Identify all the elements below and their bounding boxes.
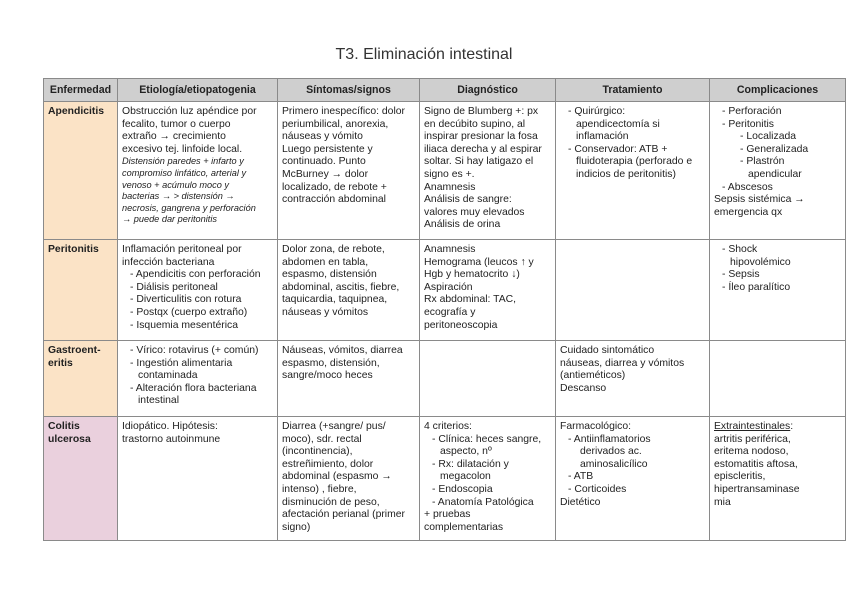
cell-etiologia-apendicitis bbox=[118, 102, 278, 240]
text-line: Dietético bbox=[560, 496, 601, 508]
text-line: sangre/moco heces bbox=[282, 370, 373, 382]
text-line: hipertransaminase bbox=[714, 483, 800, 495]
list-item: - Isquemia mesentérica bbox=[130, 319, 238, 331]
text-line: Primero inespecífico: dolor bbox=[282, 106, 406, 117]
cell-tratamiento-gastroenteritis bbox=[556, 341, 710, 417]
text-line: Luego persistente y bbox=[282, 143, 373, 155]
italic-line: bacterias → > distensión → bbox=[122, 191, 235, 202]
text-line: (antieméticos) bbox=[560, 370, 626, 382]
cell-complicaciones-colitis bbox=[710, 417, 846, 541]
list-item-cont: aminosalicílico bbox=[580, 458, 648, 470]
sub-list-item-cont: apendicular bbox=[748, 168, 802, 180]
text-line: McBurney → dolor bbox=[282, 168, 369, 180]
list-item: - Quirúrgico: bbox=[568, 106, 626, 117]
list-item: - Peritonitis bbox=[722, 118, 774, 130]
header-tratamiento: Tratamiento bbox=[556, 79, 710, 102]
text-line: abdominal, ascitis, fiebre, bbox=[282, 281, 400, 293]
header-etiologia: Etiología/etiopatogenia bbox=[118, 79, 278, 102]
summary-table bbox=[43, 78, 846, 541]
sub-list-item: - Localizada bbox=[740, 131, 797, 143]
sub-list-item: - Generalizada bbox=[740, 143, 809, 155]
text-line: 4 criterios: bbox=[424, 421, 472, 432]
text-line: localizado, de rebote + bbox=[282, 181, 387, 193]
table-row-gastroenteritis bbox=[44, 341, 846, 417]
italic-line: → puede dar peritonitis bbox=[122, 214, 217, 225]
text-line: espasmo, distensión, bbox=[282, 357, 380, 369]
text-line: Náuseas, vómitos, diarrea bbox=[282, 345, 403, 356]
text-line: infección bacteriana bbox=[122, 256, 215, 268]
list-item-cont: intestinal bbox=[138, 395, 180, 407]
text-line: estreñimiento, dolor bbox=[282, 458, 374, 470]
italic-line: necrosis, gangrena y perforación bbox=[122, 202, 256, 213]
disease-name-line: Gastroent- bbox=[48, 345, 101, 356]
text-line: complementarias bbox=[424, 521, 504, 533]
text-line: Idiopático. Hipótesis: bbox=[122, 421, 218, 432]
italic-line: Distensión paredes + infarto y bbox=[122, 156, 244, 167]
text-line: náuseas, diarrea y vómitos bbox=[560, 357, 685, 369]
text-line: Sepsis sistémica → bbox=[714, 194, 805, 206]
header-sintomas: Síntomas/signos bbox=[278, 79, 420, 102]
list-item-cont: inflamación bbox=[576, 131, 629, 143]
disease-name-line: eritis bbox=[48, 357, 73, 369]
text-line: abdomen en tabla, bbox=[282, 256, 369, 268]
table-row-peritonitis bbox=[44, 240, 846, 341]
italic-line: compromiso linfático, arterial y bbox=[122, 167, 247, 178]
list-item-cont: fluidoterapia (perforado e bbox=[576, 156, 693, 168]
header-enfermedad: Enfermedad bbox=[44, 79, 118, 102]
cell-etiologia-peritonitis bbox=[118, 240, 278, 341]
text-line: taquicardia, taquipnea, bbox=[282, 294, 388, 306]
list-item: - Clínica: heces sangre, bbox=[432, 433, 542, 445]
list-item: - Diverticulitis con rotura bbox=[130, 294, 242, 306]
text-line: moco), sdr. rectal bbox=[282, 433, 362, 445]
text-line: fecalito, tumor o cuerpo bbox=[122, 118, 231, 130]
text-line: Diarrea (+sangre/ pus/ bbox=[282, 421, 386, 432]
list-item-cont: aspecto, nº bbox=[440, 446, 492, 458]
text-line: ecografía y bbox=[424, 306, 476, 318]
extraintestinal-heading bbox=[714, 421, 841, 434]
text-line: inspirar presionar la fosa bbox=[424, 131, 538, 143]
list-item: - Endoscopia bbox=[432, 483, 493, 495]
text-line: trastorno autoinmune bbox=[122, 433, 221, 445]
header-complicaciones: Complicaciones bbox=[710, 79, 846, 102]
text-line: excesivo tej. linfoide local. bbox=[122, 143, 243, 155]
list-item: - Shock bbox=[722, 244, 758, 255]
text-line: espasmo, distensión bbox=[282, 269, 377, 281]
list-item: - Sepsis bbox=[722, 269, 760, 281]
list-item: - Postqx (cuerpo extraño) bbox=[130, 306, 248, 318]
text-line: afectación perianal (primer bbox=[282, 509, 406, 521]
text-line: náuseas y vómito bbox=[282, 131, 363, 143]
text-line: Análisis de orina bbox=[424, 219, 501, 231]
header-row bbox=[44, 79, 846, 102]
text-line: Dolor zona, de rebote, bbox=[282, 244, 385, 255]
list-item: - Vírico: rotavirus (+ común) bbox=[130, 345, 259, 356]
list-item: - ATB bbox=[568, 471, 594, 483]
text-line: Cuidado sintomático bbox=[560, 345, 655, 356]
cell-sintomas-apendicitis bbox=[278, 102, 420, 240]
text-line: + pruebas bbox=[424, 509, 471, 521]
text-line: Inflamación peritoneal por bbox=[122, 244, 242, 255]
text-line: Obstrucción luz apéndice por bbox=[122, 106, 257, 117]
list-item-cont: apendicectomía si bbox=[576, 118, 660, 130]
table-row-colitis bbox=[44, 417, 846, 541]
text-line: Hemograma (leucos ↑ y bbox=[424, 256, 534, 268]
text-line: emergencia qx bbox=[714, 206, 783, 218]
list-item: - Diálisis peritoneal bbox=[130, 281, 218, 293]
list-item: - Íleo paralítico bbox=[722, 281, 791, 293]
cell-diagnostico-peritonitis bbox=[420, 240, 556, 341]
text-line: periumbilical, anorexia, bbox=[282, 118, 389, 130]
list-item-cont: derivados ac. bbox=[580, 446, 642, 458]
cell-complicaciones-gastroenteritis bbox=[710, 341, 846, 417]
text-line: valores muy elevados bbox=[424, 206, 525, 218]
text-line: Rx abdominal: TAC, bbox=[424, 294, 517, 306]
cell-etiologia-gastroenteritis bbox=[118, 341, 278, 417]
list-item-cont: hipovolémico bbox=[730, 256, 791, 268]
text-line: signo es +. bbox=[424, 168, 475, 180]
text-line: Anamnesis bbox=[424, 244, 476, 255]
list-item: - Apendicitis con perforación bbox=[130, 269, 261, 281]
text-line: artritis periférica, bbox=[714, 433, 791, 445]
page-title: T3. Eliminación intestinal bbox=[335, 46, 513, 63]
list-item: - Ingestión alimentaria bbox=[130, 357, 233, 369]
text-line: Análisis de sangre: bbox=[424, 194, 512, 206]
list-item-cont: indicios de peritonitis) bbox=[576, 168, 676, 180]
cell-diagnostico-colitis bbox=[420, 417, 556, 541]
text-line: náuseas y vómitos bbox=[282, 306, 369, 318]
list-item: - Rx: dilatación y bbox=[432, 458, 509, 470]
header-diagnostico: Diagnóstico bbox=[420, 79, 556, 102]
cell-tratamiento-peritonitis bbox=[556, 240, 710, 341]
text-line: Hgb y hematocrito ↓) bbox=[424, 269, 520, 281]
list-item: - Anatomía Patológica bbox=[432, 496, 534, 508]
cell-tratamiento-apendicitis bbox=[556, 102, 710, 240]
text-line: disminución de peso, bbox=[282, 496, 380, 508]
italic-line: venoso + acúmulo moco y bbox=[122, 179, 229, 190]
list-item: - Corticoides bbox=[568, 483, 627, 495]
cell-tratamiento-colitis bbox=[556, 417, 710, 541]
sub-list-item: - Plastrón bbox=[740, 156, 785, 168]
list-item: - Conservador: ATB + bbox=[568, 143, 668, 155]
cell-sintomas-gastroenteritis bbox=[278, 341, 420, 417]
text-line: Anamnesis bbox=[424, 181, 476, 193]
disease-name-peritonitis: Peritonitis bbox=[44, 240, 118, 341]
text-line: Aspiración bbox=[424, 281, 473, 293]
text-line: episcleritis, bbox=[714, 471, 766, 483]
text-line: contracción abdominal bbox=[282, 194, 386, 206]
list-item-cont: megacolon bbox=[440, 471, 491, 483]
list-item-cont: contaminada bbox=[138, 370, 198, 382]
text-line: extraño → crecimiento bbox=[122, 131, 226, 143]
disease-name-gastroenteritis bbox=[44, 341, 118, 417]
text-line: peritoneoscopia bbox=[424, 319, 498, 331]
list-item: - Perforación bbox=[722, 106, 782, 117]
text-line: en decúbito supino, al bbox=[424, 118, 526, 130]
text-line: Signo de Blumberg +: px bbox=[424, 106, 539, 117]
text-line: estomatitis aftosa, bbox=[714, 458, 798, 470]
disease-name-colitis bbox=[44, 417, 118, 541]
list-item: - Antiinflamatorios bbox=[568, 433, 651, 445]
cell-etiologia-colitis bbox=[118, 417, 278, 541]
cell-complicaciones-peritonitis bbox=[710, 240, 846, 341]
text-line: signo) bbox=[282, 521, 311, 533]
text-line: continuado. Punto bbox=[282, 156, 366, 168]
cell-diagnostico-gastroenteritis bbox=[420, 341, 556, 417]
text-line: Farmacológico: bbox=[560, 421, 632, 432]
heading-text: Extraintestinales bbox=[714, 421, 791, 432]
list-item: - Alteración flora bacteriana bbox=[130, 382, 257, 394]
text-line: eritema nodoso, bbox=[714, 446, 789, 458]
cell-sintomas-peritonitis bbox=[278, 240, 420, 341]
heading-colon: : bbox=[790, 421, 794, 432]
text-line: intenso) , fiebre, bbox=[282, 483, 357, 495]
disease-name-apendicitis: Apendicitis bbox=[44, 102, 118, 240]
cell-sintomas-colitis bbox=[278, 417, 420, 541]
cell-complicaciones-apendicitis bbox=[710, 102, 846, 240]
list-item: - Abscesos bbox=[722, 181, 773, 193]
text-line: Descanso bbox=[560, 382, 607, 394]
cell-diagnostico-apendicitis bbox=[420, 102, 556, 240]
text-line: mia bbox=[714, 496, 731, 508]
text-line: soltar. Si hay latigazo el bbox=[424, 156, 534, 168]
text-line: (incontinencia), bbox=[282, 446, 353, 458]
disease-name-line: ulcerosa bbox=[48, 433, 91, 445]
text-line: iliaca derecha y al espirar bbox=[424, 143, 542, 155]
disease-name-line: Colitis bbox=[48, 421, 80, 432]
text-line: abdominal (espasmo → bbox=[282, 471, 392, 483]
table-row-apendicitis bbox=[44, 102, 846, 240]
